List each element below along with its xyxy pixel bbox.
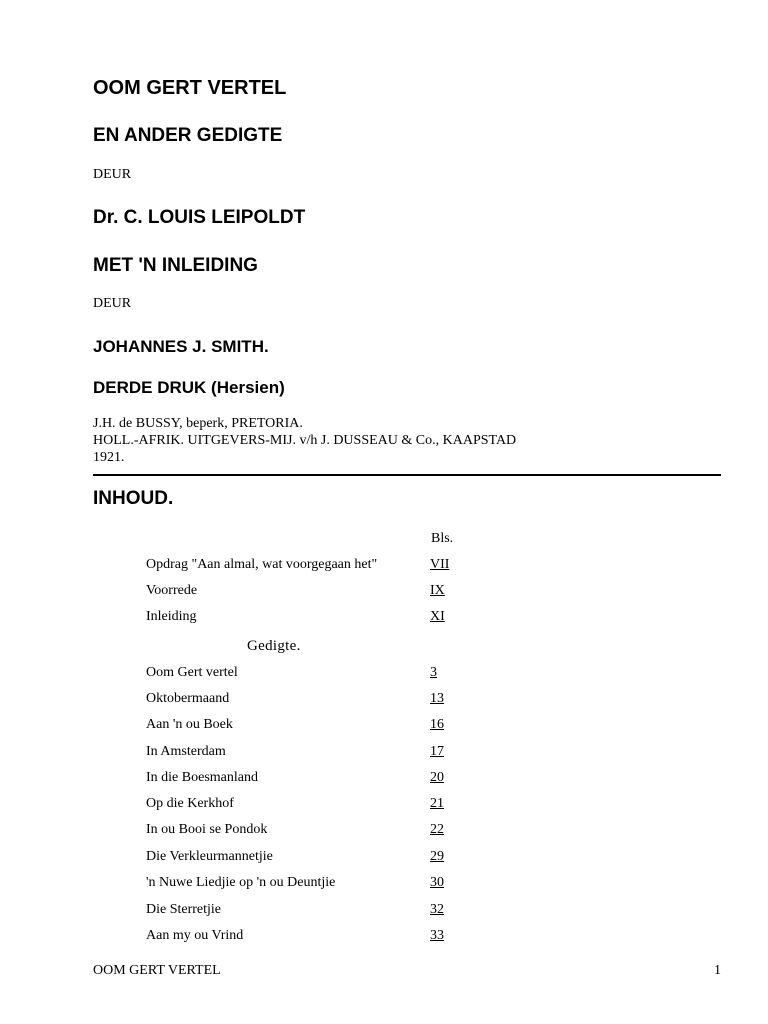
toc-entry-title: In Amsterdam <box>146 744 226 759</box>
edition: DERDE DRUK (Hersien) <box>93 378 285 397</box>
toc-row <box>146 716 466 734</box>
toc-page-link[interactable]: 3 <box>430 665 437 680</box>
toc-row <box>146 743 466 761</box>
toc-row <box>146 901 466 919</box>
toc-page-link[interactable]: 17 <box>430 744 444 759</box>
toc-entry-title: Die Verkleurmannetjie <box>146 849 273 864</box>
toc-row <box>146 927 466 945</box>
toc-entry-title: Op die Kerkhof <box>146 796 234 811</box>
toc-row <box>146 848 466 866</box>
section-divider <box>93 474 721 476</box>
toc-page-link[interactable]: 20 <box>430 770 444 785</box>
toc-page-link[interactable]: 16 <box>430 717 444 732</box>
toc-page-link[interactable]: IX <box>430 583 445 598</box>
toc-entry-title: Inleiding <box>146 609 197 624</box>
by-label: DEUR <box>93 167 132 182</box>
toc-entry-title: In ou Booi se Pondok <box>146 822 268 837</box>
toc-row <box>146 556 466 574</box>
toc-entry-title: Aan my ou Vrind <box>146 928 244 943</box>
page-column-header: Bls. <box>431 531 454 546</box>
page-number: 1 <box>714 963 721 978</box>
book-title: OOM GERT VERTEL <box>93 77 287 99</box>
toc-row <box>146 874 466 892</box>
toc-entry-title: Voorrede <box>146 583 198 598</box>
toc-entry-title: Oktobermaand <box>146 691 230 706</box>
toc-entry-title: 'n Nuwe Liedjie op 'n ou Deuntjie <box>146 875 336 890</box>
toc-entry-title: Opdrag "Aan almal, wat voorgegaan het" <box>146 557 378 572</box>
toc-page-link[interactable]: 13 <box>430 691 444 706</box>
toc-entry-title: Die Sterretjie <box>146 902 222 917</box>
toc-section-heading: Gedigte. <box>247 638 301 654</box>
toc-page-link[interactable]: 29 <box>430 849 444 864</box>
toc-page-link[interactable]: 33 <box>430 928 444 943</box>
toc-row <box>146 821 466 839</box>
toc-entry-title: In die Boesmanland <box>146 770 258 785</box>
intro-author: JOHANNES J. SMITH. <box>93 337 269 356</box>
toc-page-link[interactable]: XI <box>430 609 445 624</box>
by-label-2: DEUR <box>93 296 132 311</box>
toc-entry-title: Oom Gert vertel <box>146 665 238 680</box>
toc-row <box>146 769 466 787</box>
toc-row <box>146 795 466 813</box>
toc-page-link[interactable]: 22 <box>430 822 444 837</box>
toc-page-link[interactable]: 21 <box>430 796 444 811</box>
book-subtitle: EN ANDER GEDIGTE <box>93 125 283 146</box>
running-footer-title: OOM GERT VERTEL <box>93 963 221 978</box>
toc-page-link[interactable]: 32 <box>430 902 444 917</box>
intro-line: MET 'N INLEIDING <box>93 255 258 276</box>
toc-page-link[interactable]: 30 <box>430 875 444 890</box>
toc-row <box>146 664 466 682</box>
author-name: Dr. C. LOUIS LEIPOLDT <box>93 207 306 228</box>
toc-heading: INHOUD. <box>93 488 174 509</box>
toc-page-link[interactable]: VII <box>430 557 450 572</box>
toc-row <box>146 690 466 708</box>
publisher-line-2: HOLL.-AFRIK. UITGEVERS-MIJ. v/h J. DUSSEAU & Co., KAAPSTAD <box>93 433 517 448</box>
toc-entry-title: Aan 'n ou Boek <box>146 717 233 732</box>
toc-row <box>146 608 466 626</box>
toc-row <box>146 582 466 600</box>
publication-year: 1921. <box>93 450 125 465</box>
publisher-line-1: J.H. de BUSSY, beperk, PRETORIA. <box>93 416 303 431</box>
